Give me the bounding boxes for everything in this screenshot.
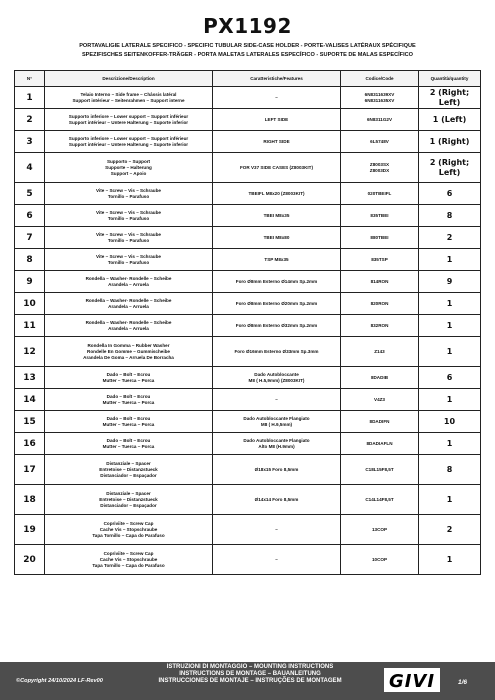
table-row — [15, 337, 481, 367]
row-description — [45, 227, 213, 249]
description-line: Distanziale – Spacer — [106, 490, 151, 496]
row-code — [341, 389, 419, 411]
description-line: Supporto inferiore – Lower support – Support inférieur — [68, 113, 189, 119]
row-quantity: 6 — [419, 367, 481, 389]
row-code — [341, 337, 419, 367]
row-features: Foro Ø8mm Esterno Ø32mm Sp.2mm — [213, 315, 341, 337]
instructions-line: ISTRUZIONI DI MONTAGGIO – MOUNTING INSTRUCTIONS — [166, 664, 334, 670]
header-description: Descrizione/Description — [45, 71, 213, 87]
row-code — [341, 227, 419, 249]
row-code — [341, 485, 419, 515]
row-number: 16 — [15, 433, 45, 455]
description-line: Supporto inferiore – Lower support – Support inférieur — [68, 135, 189, 141]
row-number: 15 — [15, 411, 45, 433]
description-line: Copriviite – Screw Cap — [103, 520, 154, 526]
row-number: 8 — [15, 249, 45, 271]
description-line: Support intérieur – Untere Halterung – Suporte inferior — [68, 141, 189, 147]
document-title: PX1192 — [203, 14, 292, 38]
description-line: Distanciador – Espaçador — [100, 472, 157, 478]
row-quantity: 2 — [419, 515, 481, 545]
description-line: Copriviite – Screw Cap — [103, 550, 154, 556]
subtitle-line: SPEZIFISCHES SEITENKOFFER-TRÄGER - PORTA MALETAS LATERALES ESPECÍFICO - SUPORTE DE MALAS ESPECÍFICO — [81, 51, 414, 58]
row-description — [45, 183, 213, 205]
header-features: Caratteristiche/Features — [213, 71, 341, 87]
description-line: Tapa Tornillo – Capa do Parafuso — [92, 532, 165, 538]
description-line: Vite – Screw – Vis – Schraube — [96, 187, 161, 193]
table-row — [15, 455, 481, 485]
row-features: – — [213, 389, 341, 411]
row-features: Foro Ø8mm Esterno Ø14mm Sp.2mm — [213, 271, 341, 293]
row-number: 18 — [15, 485, 45, 515]
table-row — [15, 87, 481, 109]
table-row — [15, 249, 481, 271]
row-number: 19 — [15, 515, 45, 545]
row-code — [341, 153, 419, 183]
code-line: 6N8311G2V — [366, 116, 393, 122]
code-line: C18L15F8,5T — [365, 466, 394, 472]
instructions-line: INSTRUCCIONES DE MONTAJE – INSTRUÇÕES DE MONTAGEM — [158, 678, 342, 684]
row-features: Dado Autobloccante Flangiato M8 ( H.9,5mm) — [213, 411, 341, 433]
row-quantity: 1 (Right) — [419, 131, 481, 153]
row-description — [45, 87, 213, 109]
code-line: 8DADIB — [370, 374, 389, 380]
row-description — [45, 271, 213, 293]
table-row — [15, 153, 481, 183]
row-number: 6 — [15, 205, 45, 227]
row-features: TBEI M8x80 — [213, 227, 341, 249]
description-line: Mutter – Tuerca – Porca — [102, 443, 155, 449]
row-code — [341, 87, 419, 109]
description-line: Rondella – Washer- Rondelle – Scheibe — [85, 319, 172, 325]
row-code — [341, 545, 419, 575]
page-number: 1/6 — [458, 679, 468, 686]
row-code — [341, 109, 419, 131]
row-quantity: 10 — [419, 411, 481, 433]
row-features: RIGHT SIDE — [213, 131, 341, 153]
row-description — [45, 249, 213, 271]
table-row — [15, 131, 481, 153]
row-quantity: 1 — [419, 337, 481, 367]
row-code — [341, 515, 419, 545]
description-line: Mutter – Tuerca – Porca — [102, 377, 155, 383]
document-subtitle — [0, 42, 495, 59]
description-line: Rondella – Washer- Rondelle – Scheibe — [85, 297, 172, 303]
description-line: Distanciador – Espaçador — [100, 502, 157, 508]
row-features: TSP M8x35 — [213, 249, 341, 271]
description-line: Dado – Bolt – Ecrou — [106, 415, 151, 421]
row-code — [341, 411, 419, 433]
table-row — [15, 367, 481, 389]
row-features: – — [213, 87, 341, 109]
row-code — [341, 433, 419, 455]
table-row — [15, 433, 481, 455]
code-line: 020TBEIFL — [367, 190, 392, 196]
footer-bar — [0, 662, 495, 700]
code-line: 832RON — [370, 322, 389, 328]
description-line: Rondella In Gomma – Rubber Washer — [87, 342, 170, 348]
table-row — [15, 515, 481, 545]
description-line: Vite – Screw – Vis – Schraube — [96, 209, 161, 215]
table-row — [15, 227, 481, 249]
code-line: C14L14F8,5T — [365, 496, 394, 502]
row-quantity: 1 — [419, 249, 481, 271]
description-line: Arandela De Goma – Arruela De Borracha — [83, 354, 174, 360]
row-description — [45, 545, 213, 575]
row-code — [341, 293, 419, 315]
row-description — [45, 485, 213, 515]
row-code — [341, 183, 419, 205]
row-description — [45, 315, 213, 337]
row-features: LEFT SIDE — [213, 109, 341, 131]
description-line: Support intérieur – Untere Halterung – Suporte inferior — [68, 119, 189, 125]
table-row — [15, 485, 481, 515]
description-line: Dado – Bolt – Ecrou — [106, 371, 151, 377]
code-line: 6N8311639XV — [364, 91, 395, 97]
code-line: 880TBEI — [370, 234, 389, 240]
row-quantity: 6 — [419, 183, 481, 205]
row-description — [45, 515, 213, 545]
description-line: Tapa Tornillo – Capa do Parafuso — [92, 562, 165, 568]
header-quantity: Quantità/quantity — [419, 71, 481, 87]
row-description — [45, 205, 213, 227]
row-code — [341, 249, 419, 271]
row-description — [45, 411, 213, 433]
table-row — [15, 293, 481, 315]
description-line: Support intérieur – Seitenrahmen – Support interne — [72, 97, 185, 103]
description-line: Tornillo – Parafuso — [107, 259, 150, 265]
row-number: 17 — [15, 455, 45, 485]
row-quantity: 1 — [419, 315, 481, 337]
description-line: Vite – Screw – Vis – Schraube — [96, 231, 161, 237]
row-quantity: 1 (Left) — [419, 109, 481, 131]
code-line: 835TSP — [371, 256, 388, 262]
row-features: FOR V37 SIDE CASES (Z8003KIT) — [213, 153, 341, 183]
row-quantity: 8 — [419, 205, 481, 227]
code-line: V4Z3 — [374, 396, 385, 402]
row-description — [45, 433, 213, 455]
code-line: 835TBEI — [370, 212, 389, 218]
row-quantity: 1 — [419, 293, 481, 315]
row-description — [45, 131, 213, 153]
subtitle-line: PORTAVALIGIE LATERALE SPECIFICO - SPECIFIC TUBULAR SIDE-CASE HOLDER - PORTE-VALISES LATÉRAUX SPÉCIFIQUE — [79, 43, 416, 49]
row-quantity: 2 (Right; Left) — [419, 153, 481, 183]
row-number: 13 — [15, 367, 45, 389]
code-line: 820RON — [370, 300, 389, 306]
table-row — [15, 389, 481, 411]
row-number: 14 — [15, 389, 45, 411]
description-line: Entretoise – Distanzstueck — [99, 466, 158, 472]
header-code: Codice/Code — [341, 71, 419, 87]
row-features: Dado Autobloccante Flangiato Alto M8 (H.9mm) — [213, 433, 341, 455]
row-code — [341, 205, 419, 227]
row-quantity: 1 — [419, 433, 481, 455]
row-quantity: 1 — [419, 545, 481, 575]
table-row — [15, 183, 481, 205]
row-number: 7 — [15, 227, 45, 249]
description-line: Arandela – Arruela — [108, 281, 149, 287]
description-line: Telaio Interno – Side frame – Châssis latéral — [80, 91, 177, 97]
description-line: Dado – Bolt – Ecrou — [106, 437, 151, 443]
code-line: 8DADIFN — [369, 418, 390, 424]
row-quantity: 1 — [419, 389, 481, 411]
row-features: TBEI M8x35 — [213, 205, 341, 227]
table-row — [15, 271, 481, 293]
header-num: N° — [15, 71, 45, 87]
row-number: 9 — [15, 271, 45, 293]
description-line: Tornillo – Parafuso — [107, 193, 150, 199]
description-line: Rondelle En Gomme – Gummischeibe — [87, 348, 170, 354]
svg-text:GIVI: GIVI — [388, 671, 436, 692]
parts-table — [14, 70, 481, 575]
code-line: Z143 — [374, 348, 385, 354]
row-description — [45, 367, 213, 389]
table-row — [15, 205, 481, 227]
row-number: 10 — [15, 293, 45, 315]
row-code — [341, 455, 419, 485]
table-row — [15, 109, 481, 131]
copyright-text: ©Copyright 24/10/2024 LF-Rev00 — [16, 678, 103, 684]
row-features: TBEIFL M8x20 (Z8003KIT) — [213, 183, 341, 205]
description-line: Entretoise – Distanzstueck — [99, 496, 158, 502]
description-line: Distanziale – Spacer — [106, 460, 151, 466]
row-features: Dado Autobloccante M8 ( H.5,9mm) (Z8003KIT) — [213, 367, 341, 389]
row-description — [45, 337, 213, 367]
row-description — [45, 293, 213, 315]
row-features: Ø18x15 Foro 8,5mm — [213, 455, 341, 485]
description-line: Support – Apoio — [110, 170, 147, 176]
code-line: 8DADIAFLN — [366, 440, 393, 446]
code-line: 814RON — [370, 278, 389, 284]
row-number: 2 — [15, 109, 45, 131]
description-line: Dado – Bolt – Ecrou — [106, 393, 151, 399]
description-line: Arandela – Arruela — [108, 303, 149, 309]
description-line: Supporto – Support — [106, 158, 151, 164]
row-quantity: 1 — [419, 485, 481, 515]
row-code — [341, 271, 419, 293]
row-quantity: 8 — [419, 455, 481, 485]
table-row — [15, 315, 481, 337]
row-description — [45, 455, 213, 485]
row-number: 20 — [15, 545, 45, 575]
row-description — [45, 389, 213, 411]
description-line: Arandela – Arruela — [108, 325, 149, 331]
description-line: Cache Vis – Stopschraube — [99, 556, 158, 562]
code-line: Z8003SX — [369, 161, 390, 167]
row-features: Foro Ø16mm Esterno Ø33mm Sp.3mm — [213, 337, 341, 367]
row-code — [341, 315, 419, 337]
row-description — [45, 109, 213, 131]
row-quantity: 9 — [419, 271, 481, 293]
row-quantity: 2 — [419, 227, 481, 249]
code-line: 6N8311635XV — [364, 97, 395, 103]
code-line: 13COP — [371, 526, 388, 532]
row-code — [341, 367, 419, 389]
instructions-line: INSTRUCTIONS DE MONTAGE – BAUANLEITUNG — [179, 671, 321, 677]
row-number: 4 — [15, 153, 45, 183]
row-features: – — [213, 545, 341, 575]
description-line: Mutter – Tuerca – Porca — [102, 421, 155, 427]
row-number: 5 — [15, 183, 45, 205]
row-number: 1 — [15, 87, 45, 109]
givi-logo — [384, 668, 440, 692]
code-line: 6L5748V — [370, 138, 389, 144]
row-code — [341, 131, 419, 153]
row-number: 3 — [15, 131, 45, 153]
code-line: Z8003DX — [369, 167, 390, 173]
description-line: Tornillo – Parafuso — [107, 237, 150, 243]
table-row — [15, 545, 481, 575]
table-body — [15, 87, 481, 575]
row-features: Foro Ø8mm Esterno Ø20mm Sp.2mm — [213, 293, 341, 315]
description-line: Cache Vis – Stopschraube — [99, 526, 158, 532]
description-line: Mutter – Tuerca – Porca — [102, 399, 155, 405]
table-row — [15, 411, 481, 433]
row-features: Ø14x14 Foro 8,5mm — [213, 485, 341, 515]
description-line: Supporte – Halterung — [105, 164, 152, 170]
code-line: 10COP — [371, 556, 388, 562]
description-line: Vite – Screw – Vis – Schraube — [96, 253, 161, 259]
row-description — [45, 153, 213, 183]
row-features: – — [213, 515, 341, 545]
description-line: Rondella – Washer- Rondelle – Scheibe — [85, 275, 172, 281]
table-header-row — [15, 71, 481, 87]
instructions-title — [150, 664, 350, 685]
row-number: 12 — [15, 337, 45, 367]
row-quantity: 2 (Right; Left) — [419, 87, 481, 109]
row-number: 11 — [15, 315, 45, 337]
description-line: Tornillo – Parafuso — [107, 215, 150, 221]
